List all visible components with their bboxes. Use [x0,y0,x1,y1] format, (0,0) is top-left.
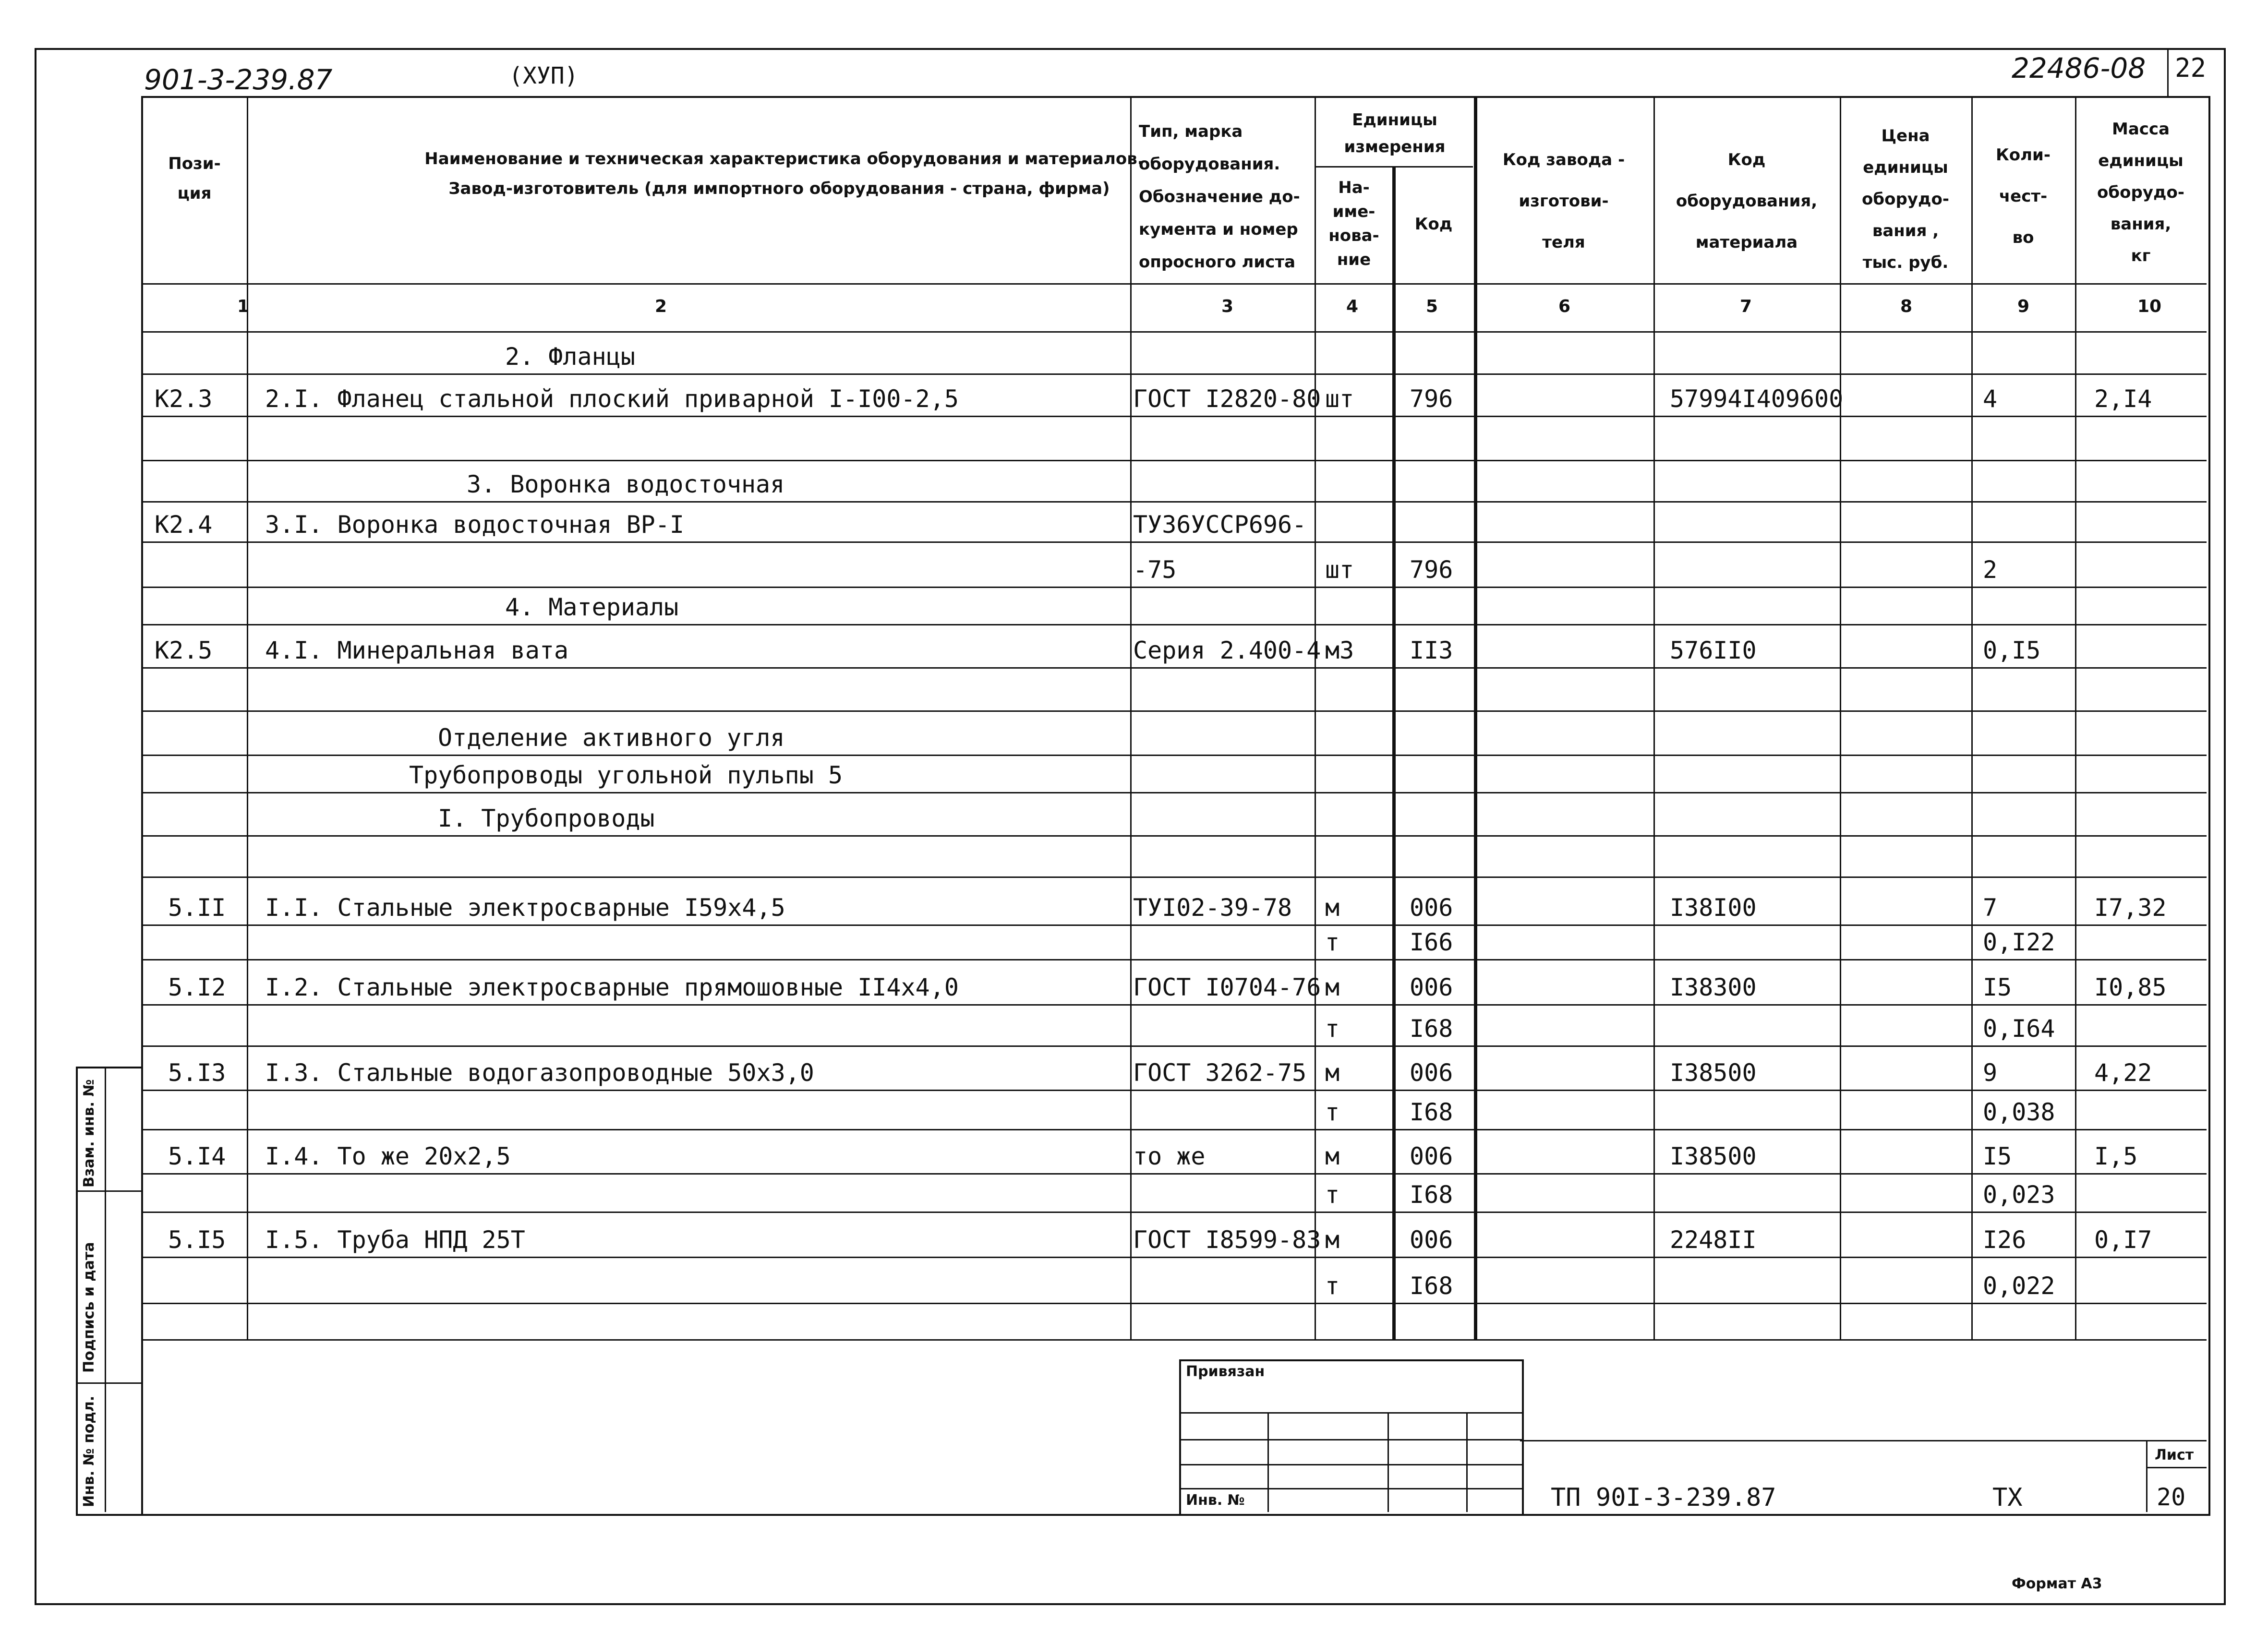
cell-pos: К2.3 [155,385,213,413]
cell-doc: то же [1133,1142,1206,1170]
cell-doc: ГОСТ I0704-76 [1133,973,1321,1001]
header-col3: Тип, марка оборудования. Обозначение до- кумента и номер опросного листа [1139,122,1300,272]
cell-unit: м [1325,1142,1340,1170]
cell-qty: I5 [1983,1142,2012,1170]
cell-pos: 5.I4 [168,1142,226,1170]
header-col2: Наименование и техническая характеристика оборудования и материалов. Завод-изготовитель (для импортного оборудования - страна, фирма) [424,149,1144,198]
cell-eq-code: 576II0 [1670,636,1757,664]
cell-code: 006 [1410,973,1453,1001]
cell-mass: 4,22 [2094,1059,2152,1087]
header-col7: Код оборудования, материала [1676,150,1818,252]
cell-eq-code: I38500 [1670,1142,1757,1170]
cell-name: I.3. Стальные водогазопроводные 50x3,0 [265,1059,814,1087]
cell-qty: 0,038 [1983,1098,2055,1126]
cell-code: 006 [1410,1226,1453,1254]
cell-qty: I5 [1983,973,2012,1001]
cell-doc: Серия 2.400-4 [1133,636,1321,664]
cell-eq-code: I38I00 [1670,894,1757,922]
cell-name: Трубопроводы угольной пульпы 5 [409,761,843,789]
stamp-mark: ТХ [1992,1483,2023,1512]
cell-doc: ГОСТ 3262-75 [1133,1059,1307,1087]
cell-code: I68 [1410,1015,1453,1043]
cell-unit: т [1325,1272,1340,1300]
cell-code: 006 [1410,1142,1453,1170]
header-col9: Коли- чест- во [1996,145,2051,247]
page-number: 22 [2175,53,2207,83]
cell-unit: т [1325,1098,1340,1126]
cell-code: I68 [1410,1272,1453,1300]
cell-unit: м [1325,1059,1340,1087]
cell-mass: 0,I7 [2094,1226,2152,1254]
header-col10: Масса единицы оборудо- вания, кг [2097,120,2184,265]
cell-code: II3 [1410,636,1453,664]
cell-qty: 0,022 [1983,1272,2055,1300]
cell-code: I68 [1410,1181,1453,1209]
column-number-1: 1 [237,297,250,316]
sheet-number: 20 [2157,1483,2186,1511]
cell-mass: I7,32 [2094,894,2167,922]
cell-unit: т [1325,928,1340,956]
cell-eq-code: 2248II [1670,1226,1757,1254]
cell-qty: 9 [1983,1059,1998,1087]
cell-name: 3. Воронка водосточная [467,470,785,498]
header-units: Единицы измерения [1344,110,1446,156]
column-number-8: 8 [1900,297,1913,316]
cell-mass: I0,85 [2094,973,2167,1001]
cell-unit: м [1325,894,1340,922]
column-number-2: 2 [655,297,667,316]
cell-name: I.2. Стальные электросварные прямошовные II4x4,0 [265,973,959,1001]
cell-eq-code: I38300 [1670,973,1757,1001]
cell-name: I. Трубопроводы [438,804,655,832]
cell-qty: 7 [1983,894,1998,922]
cell-mass: 2,I4 [2094,385,2152,413]
stamp-inv-label: Инв. № [1186,1492,1245,1509]
stamp-designation: ТП 90I-3-239.87 [1551,1483,1776,1512]
column-number-5: 5 [1426,297,1438,316]
cell-eq-code: I38500 [1670,1059,1757,1087]
column-number-3: 3 [1221,297,1234,316]
cell-pos: 5.I5 [168,1226,226,1254]
cell-unit: т [1325,1015,1340,1043]
header-col4: На- име- нова- ние [1328,178,1379,269]
cell-name: 4.I. Минеральная вата [265,636,569,664]
cell-unit: т [1325,1181,1340,1209]
cell-unit: шт [1325,385,1354,413]
cell-code: I68 [1410,1098,1453,1126]
column-number-4: 4 [1346,297,1359,316]
cell-pos: 5.I3 [168,1059,226,1087]
cell-pos: К2.5 [155,636,213,664]
cell-qty: 0,I64 [1983,1015,2055,1043]
cell-doc: ГОСТ I8599-83 [1133,1226,1321,1254]
cell-code: 796 [1410,556,1453,584]
order-number: 22486-08 [2012,52,2146,84]
cell-qty: 0,I5 [1983,636,2041,664]
cell-unit: м3 [1325,636,1354,664]
format-label: Формат А3 [2012,1575,2102,1592]
cell-pos: К2.4 [155,511,213,539]
header-col1: Пози- ция [168,154,221,203]
column-number-9: 9 [2017,297,2030,316]
header-col8: Цена единицы оборудо- вания , тыс. руб. [1862,126,1949,272]
cell-doc: ГОСТ I2820-80 [1133,385,1321,413]
doc-code: 901-3-239.87 [144,63,333,96]
cell-doc: ТУI02-39-78 [1133,894,1292,922]
podpis-data-label: Подпись и дата [81,1242,97,1373]
column-number-6: 6 [1558,297,1571,316]
header-col5: Код [1414,215,1453,234]
cell-name: I.I. Стальные электросварные I59x4,5 [265,894,785,922]
cell-name: I.4. То же 20x2,5 [265,1142,511,1170]
cell-qty: 0,023 [1983,1181,2055,1209]
cell-unit: шт [1325,556,1354,584]
cell-unit: м [1325,1226,1340,1254]
cell-eq-code: 57994I409600 [1670,385,1844,413]
cell-doc: -75 [1133,556,1177,584]
cell-name: 3.I. Воронка водосточная ВР-I [265,511,684,539]
cell-name: 4. Материалы [505,593,679,621]
cell-unit: м [1325,973,1340,1001]
cell-code: 006 [1410,1059,1453,1087]
cell-name: 2.I. Фланец стальной плоский приварной I-I00-2,5 [265,385,959,413]
cell-name: I.5. Труба НПД 25Т [265,1226,525,1254]
cell-pos: 5.I2 [168,973,226,1001]
sheet-label: Лист [2155,1447,2194,1464]
cell-name: Отделение активного угля [438,724,785,752]
cell-code: I66 [1410,928,1453,956]
privyazan-label: Привязан [1186,1363,1265,1380]
cell-qty: I26 [1983,1226,2027,1254]
cell-mass: I,5 [2094,1142,2138,1170]
cell-code: 006 [1410,894,1453,922]
column-number-10: 10 [2137,297,2162,316]
cell-name: 2. Фланцы [505,343,635,371]
header-col6: Код завода - изготови- теля [1502,150,1625,252]
cell-qty: 2 [1983,556,1998,584]
section-mark: (ХУП) [509,62,579,89]
inv-podl-label: Инв. № подл. [81,1395,97,1507]
cell-pos: 5.II [168,894,226,922]
cell-doc: ТУ36УССР696- [1133,511,1307,539]
cell-code: 796 [1410,385,1453,413]
cell-qty: 0,I22 [1983,928,2055,956]
column-number-7: 7 [1740,297,1752,316]
vzam-inv-label: Взам. инв. № [81,1079,97,1188]
cell-qty: 4 [1983,385,1998,413]
